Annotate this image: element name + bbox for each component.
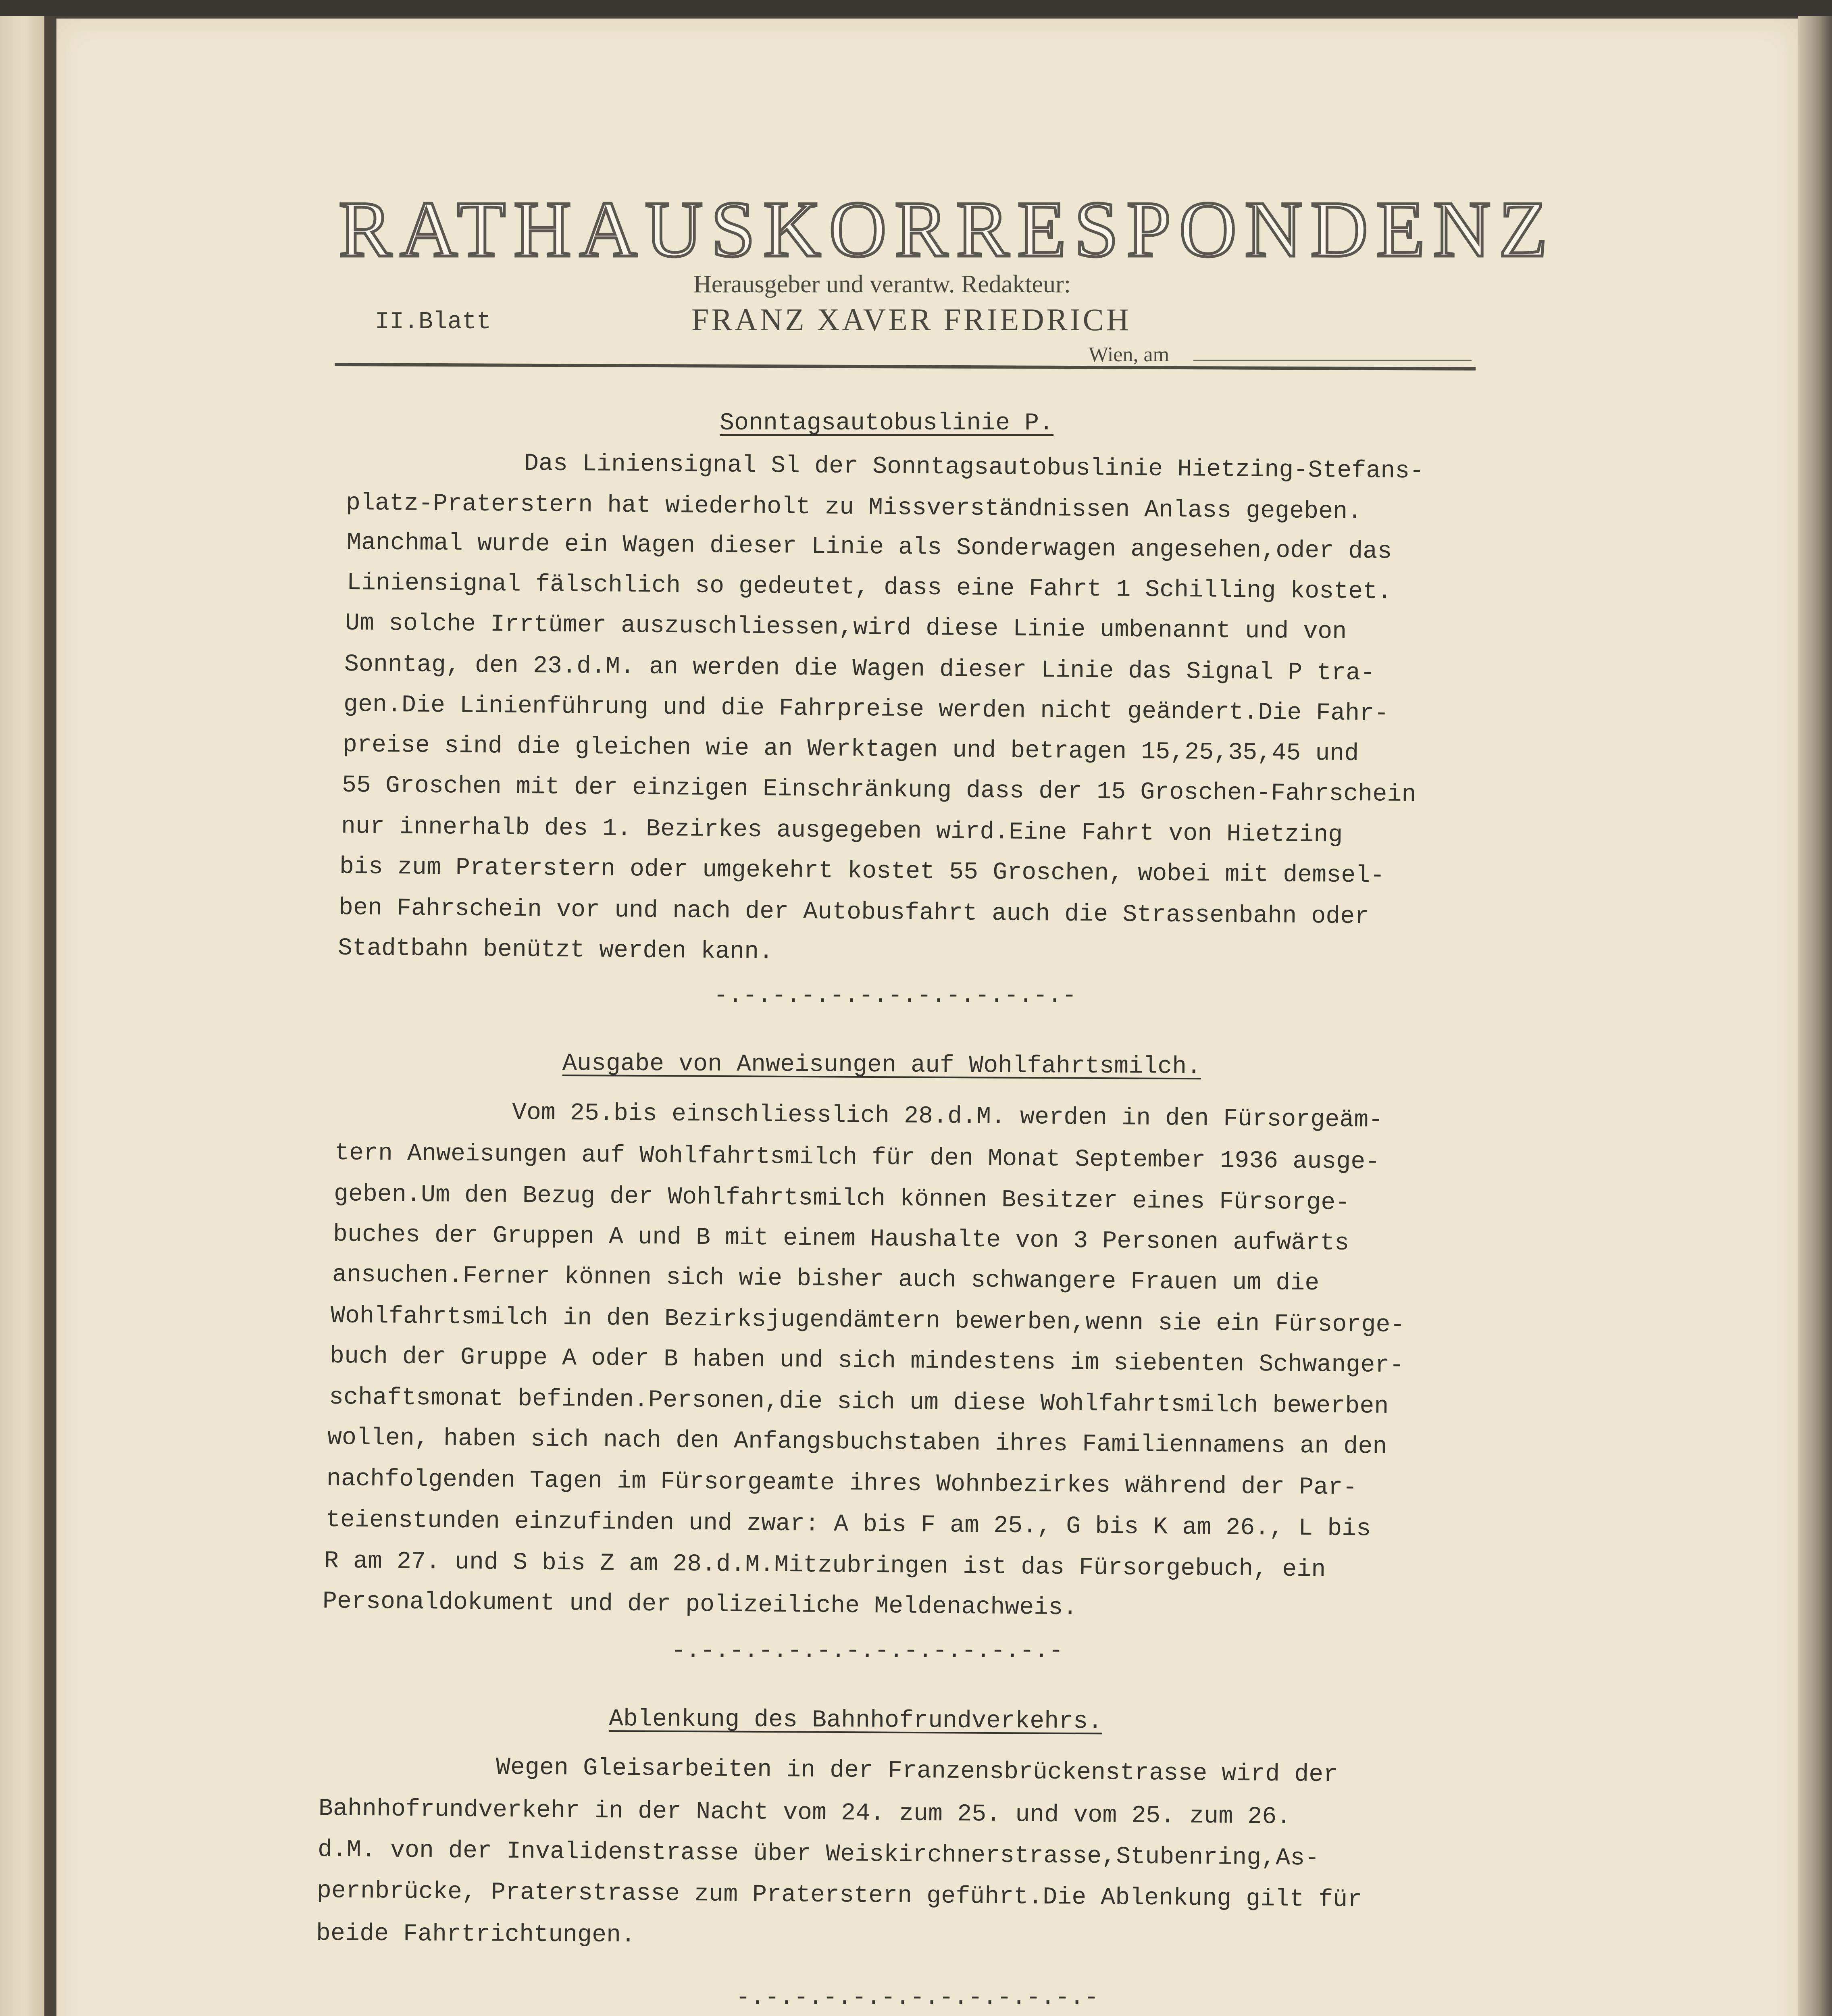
body-line: wollen, haben sich nach den Anfangsbuchstaben ihres Familiennamens an den [327,1424,1387,1461]
body-line: Sonntag, den 23.d.M. an werden die Wagen dieser Linie das Signal P tra- [344,651,1375,687]
date-blank-line [1193,360,1472,361]
body-line: bis zum Praterstern oder umgekehrt kostet 55 Groschen, wobei mit demsel- [339,853,1385,890]
body-line: platz-Praterstern hat wiederholt zu Missverständnissen Anlass gegeben. [346,489,1362,526]
section-separator: -.-.-.-.-.-.-.-.-.-.-.-.- [714,982,1077,1010]
body-line: schaftsmonat befinden.Personen,die sich um diese Wohlfahrtsmilch bewerben [329,1384,1389,1420]
body-line: buches der Gruppen A und B mit einem Haushalte von 3 Personen aufwärts [333,1221,1349,1257]
body-line: gen.Die Linienführung und die Fahrpreise werden nicht geändert.Die Fahr- [343,691,1389,728]
body-line: Um solche Irrtümer auszuschliessen,wird diese Linie umbenannt und von [345,610,1347,646]
body-line: teienstunden einzufinden und zwar: A bis F am 25., G bis K am 26., L bis [325,1506,1371,1543]
section-heading-bahnhofrundverkehr: Ablenkung des Bahnhofrundverkehrs. [608,1706,1103,1736]
body-line: Vom 25.bis einschliesslich 28.d.M. werden in den Fürsorgeäm- [512,1099,1383,1134]
body-line: nur innerhalb des 1. Bezirkes ausgegeben wird.Eine Fahrt von Hietzing [341,813,1343,849]
body-line: R am 27. und S bis Z am 28.d.M.Mitzubringen ist das Fürsorgebuch, ein [324,1547,1326,1584]
previous-page-edge [0,16,44,2016]
body-line: Wegen Gleisarbeiten in der Franzensbrückenstrasse wird der [495,1754,1338,1789]
body-line: preise sind die gleichen wie an Werktagen und betragen 15,25,35,45 und [342,731,1359,768]
masthead-title: RATHAUSKORRESPONDENZ [339,185,1556,273]
body-line: geben.Um den Bezug der Wohlfahrtsmilch können Besitzer eines Fürsorge- [333,1181,1350,1217]
publisher-label: Herausgeber und verantw. Redakteur: [693,271,1071,298]
body-line: tern Anweisungen auf Wohlfahrtsmilch für den Monat September 1936 ausge- [334,1139,1380,1176]
body-line: Wohlfahrtsmilch in den Bezirksjugendämtern bewerben,wenn sie ein Fürsorge- [330,1302,1405,1339]
body-line: pernbrücke, Praterstrasse zum Praterstern geführt.Die Ablenkung gilt für [316,1877,1362,1914]
body-line: Personaldokument und der polizeiliche Meldenachweis. [322,1588,1078,1622]
section-heading-sonntagsautobuslinie: Sonntagsautobuslinie P. [720,410,1054,437]
body-line: beide Fahrtrichtungen. [316,1920,636,1949]
section-separator: -.-.-.-.-.-.-.-.-.-.-.-.- [736,1984,1099,2012]
page-right-edge [1798,16,1832,2016]
body-line: Manchmal wurde ein Wagen dieser Linie als Sonderwagen angesehen,oder das [346,529,1392,566]
body-line: Das Liniensignal Sl der Sonntagsautobuslinie Hietzing-Stefans- [524,450,1424,485]
body-line: buch der Gruppe A oder B haben und sich mindestens im siebenten Schwanger- [329,1343,1404,1380]
scan-border-top [0,0,1832,16]
body-line: 55 Groschen mit der einzigen Einschränkung dass der 15 Groschen-Fahrschein [341,772,1416,809]
body-line: Liniensignal fälschlich so gedeutet, dass eine Fahrt 1 Schilling kostet. [346,569,1392,606]
body-line: ben Fahrschein vor und nach der Autobusfahrt auch die Strassenbahn oder [338,894,1370,931]
body-line: Bahnhofrundverkehr in der Nacht vom 24. zum 25. und vom 25. zum 26. [318,1795,1291,1831]
body-line: d.M. von der Invalidenstrasse über Weiskirchnerstrasse,Stubenring,As- [317,1836,1320,1872]
publisher-name: FRANZ XAVER FRIEDRICH [691,302,1132,337]
section-heading-wohlfahrtsmilch: Ausgabe von Anweisungen auf Wohlfahrtsmilch. [562,1050,1201,1081]
body-line: Stadtbahn benützt werden kann. [337,935,774,966]
sheet-number: II.Blatt [375,308,491,336]
body-line: ansuchen.Ferner können sich wie bisher auch schwangere Frauen um die [332,1261,1320,1297]
body-line: nachfolgenden Tagen im Fürsorgeamte ihres Wohnbezirkes während der Par- [326,1465,1357,1502]
place-date-label: Wien, am [1089,343,1170,366]
section-separator: -.-.-.-.-.-.-.-.-.-.-.-.-.- [671,1637,1064,1665]
